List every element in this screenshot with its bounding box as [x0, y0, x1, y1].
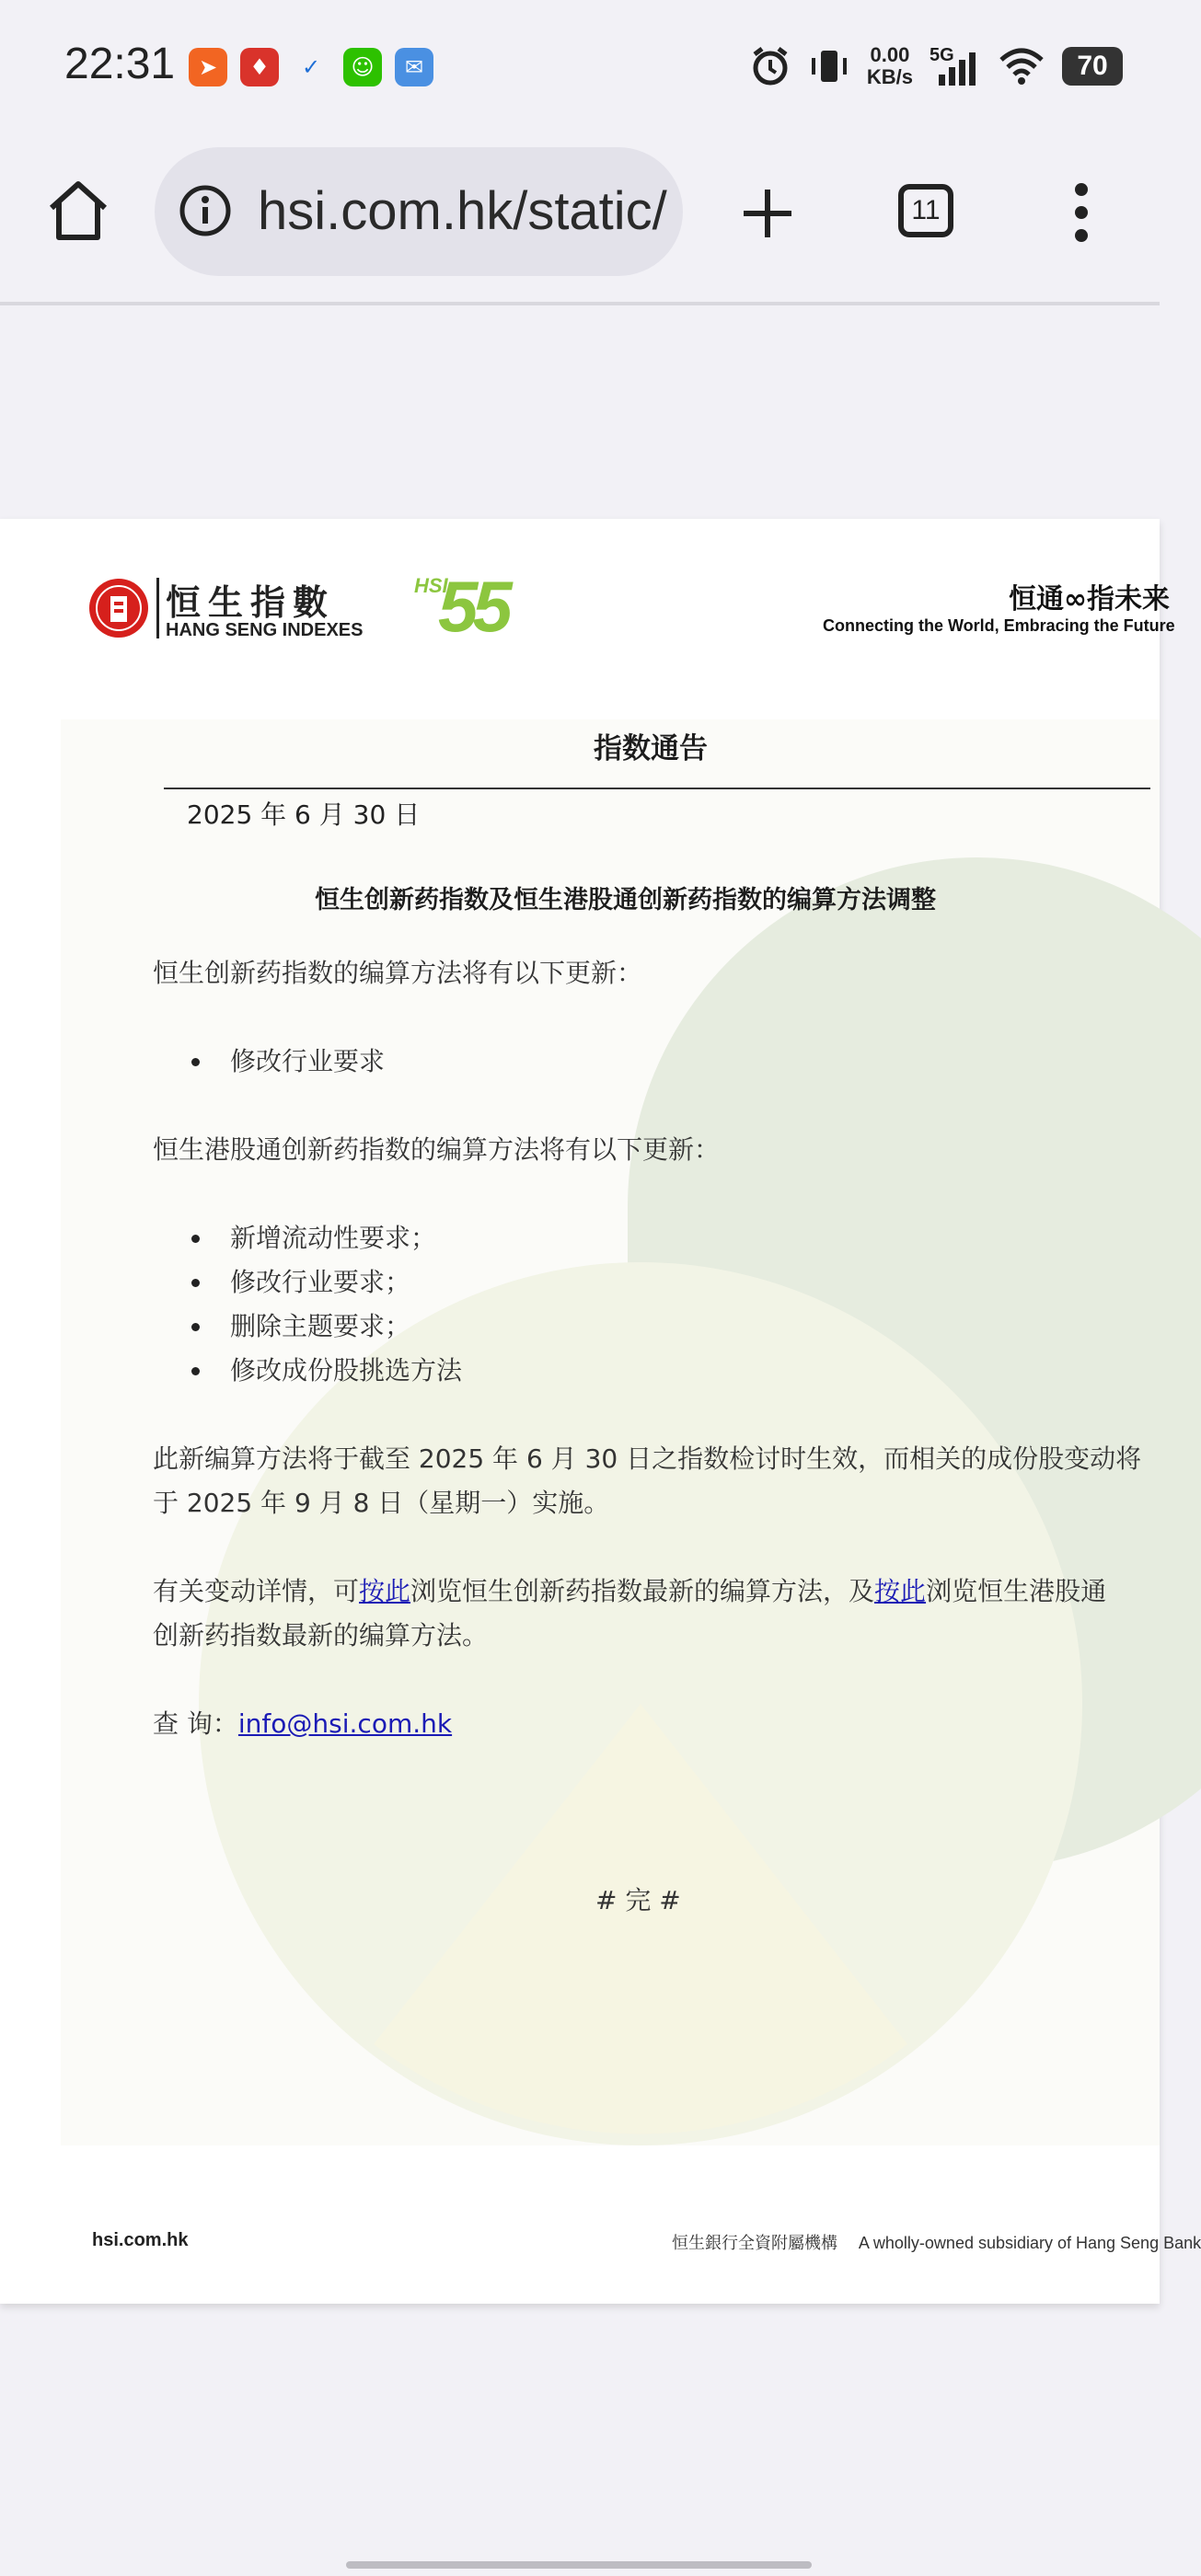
slogan-english: Connecting the World, Embracing the Future: [823, 616, 1175, 635]
details-line-1: 有关变动详情，可按此浏览恒生创新药指数最新的编算方法，及按此浏览恒生港股通: [153, 1576, 1107, 1606]
decorative-background-shapes: [61, 719, 1160, 2145]
update-list-2: [153, 1216, 462, 1393]
network-speed: 0.00 KB/s: [866, 43, 913, 88]
battery-icon: 70: [1062, 47, 1123, 86]
slogan-chinese: 恒通∞指未来: [1009, 583, 1170, 615]
enquiry-label: 查 询：: [153, 1708, 238, 1739]
effective-line-1: 此新编算方法将于截至 2025 年 6 月 30 日之指数检讨时生效，而相关的成份股变动将: [153, 1443, 1142, 1474]
plus-icon: [736, 182, 799, 245]
details-paragraph: [153, 1570, 1106, 1658]
list-item: 修改行业要求；: [153, 1260, 462, 1305]
notice-headline: 恒生创新药指数及恒生港股通创新药指数的编算方法调整: [315, 886, 936, 914]
footer-subsidiary: 恒生銀行全資附屬機構 A wholly-owned subsidiary of Hang Seng Bank: [672, 2234, 1201, 2253]
toolbar-divider: [0, 302, 1160, 305]
home-button[interactable]: [42, 175, 114, 247]
system-indicators: [749, 44, 1123, 88]
list-item: 修改成份股挑选方法: [153, 1349, 462, 1393]
enquiry-line: [153, 1702, 452, 1746]
overflow-menu-button[interactable]: [1068, 180, 1095, 245]
gesture-bar[interactable]: [346, 2561, 812, 2569]
new-tab-button[interactable]: [736, 182, 799, 245]
status-bar: [0, 0, 1160, 138]
signal-icon: 5G: [930, 45, 981, 87]
end-marker: # 完 #: [595, 1885, 681, 1915]
notice-title: 指数通告: [594, 732, 708, 765]
effective-line-2: 于 2025 年 9 月 8 日（星期一）实施。: [153, 1488, 610, 1518]
wechat-icon: ☺: [343, 48, 382, 86]
more-vert-icon: [1068, 180, 1095, 245]
alarm-icon: [749, 45, 791, 87]
site-info-button[interactable]: [179, 184, 232, 237]
logo-separator: [156, 578, 159, 638]
clock: 22:31: [64, 40, 176, 88]
title-rule: [164, 788, 1150, 789]
list-item: 修改行业要求: [153, 1040, 385, 1084]
document-page: [0, 519, 1201, 2304]
list-item: 新增流动性要求；: [153, 1216, 462, 1260]
wifi-icon: [998, 45, 1045, 87]
notice-background: [61, 719, 1160, 2145]
update-list-1: [153, 1040, 385, 1084]
logo-english: HANG SENG INDEXES: [166, 620, 364, 640]
blue-app-icon: ➤: [189, 48, 227, 86]
list-item: 删除主题要求；: [153, 1305, 462, 1349]
intro-paragraph-2: 恒生港股通创新药指数的编算方法将有以下更新：: [153, 1134, 721, 1165]
mail-icon: ✉: [395, 48, 433, 86]
vibrate-icon: [808, 45, 850, 87]
enquiry-email-link[interactable]: info@hsi.com.hk: [237, 1708, 453, 1739]
logo-chinese: 恒生指數: [166, 582, 336, 623]
tab-switcher-button[interactable]: 11: [898, 184, 953, 237]
methodology-link-2[interactable]: 按此: [874, 1576, 927, 1606]
hsi-logo-icon: [88, 578, 149, 638]
home-icon: [42, 175, 114, 247]
footer-site: hsi.com.hk: [92, 2230, 189, 2250]
red-app-icon: ♦: [240, 48, 279, 86]
notification-icons: [189, 48, 433, 86]
intro-paragraph-1: 恒生创新药指数的编算方法将有以下更新：: [153, 958, 643, 988]
details-line-2: 创新药指数最新的编算方法。: [153, 1620, 489, 1650]
effective-paragraph: [153, 1437, 1141, 1525]
hsi55-logo: HSI 55: [414, 566, 507, 647]
bird-app-icon: ✓: [292, 48, 330, 86]
methodology-link-1[interactable]: 按此: [359, 1576, 411, 1606]
info-icon: [179, 184, 232, 237]
notice-date: 2025 年 6 月 30 日: [187, 799, 421, 830]
url-text[interactable]: hsi.com.hk/static/: [258, 181, 667, 241]
